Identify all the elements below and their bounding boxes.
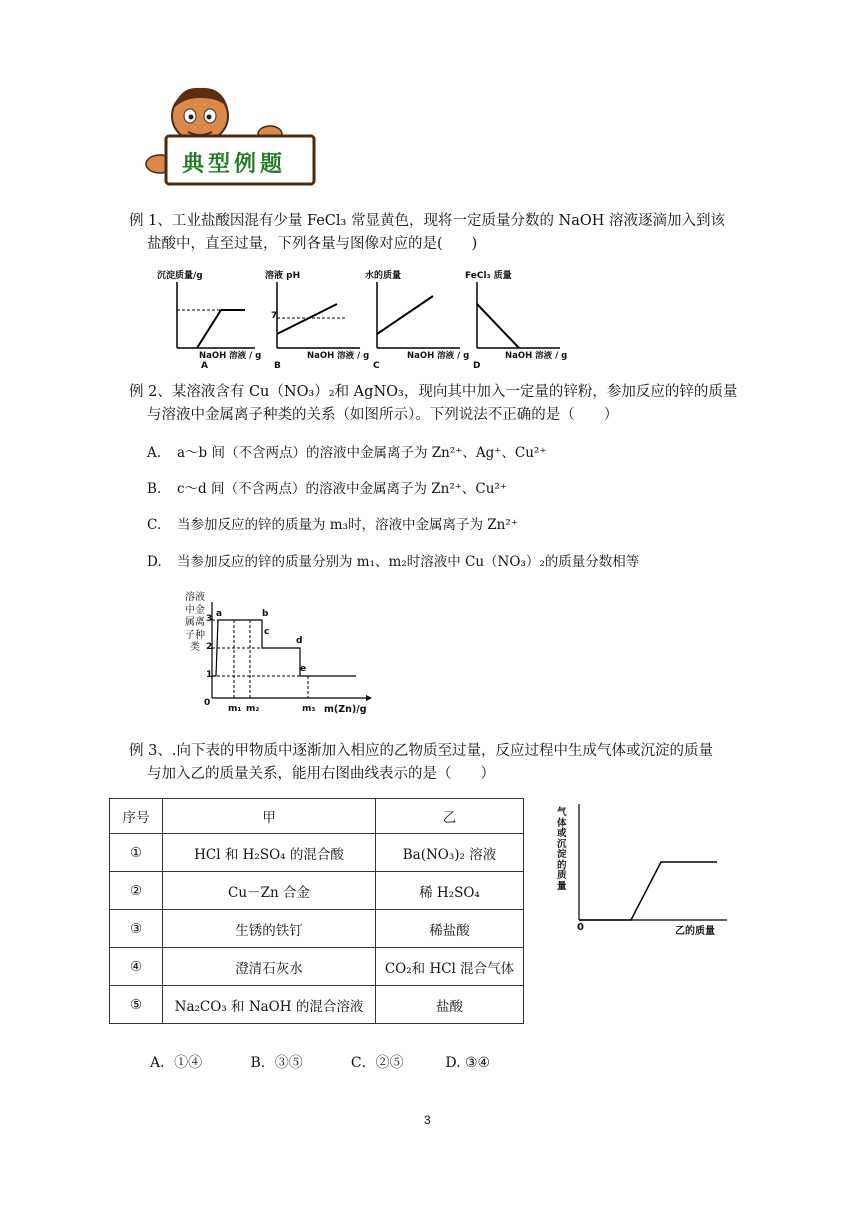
graph-a-ylabel: 沉淀质量/g [157,271,203,281]
graph-c-ylabel: 水的质量 [365,271,402,281]
option-label: D. [147,554,162,570]
q2-point-e: e [300,664,307,674]
banner-title: 典型例题 [182,151,287,177]
table-row [110,910,524,948]
q3-table [109,798,524,1024]
q2-ytick-3: 3 [206,614,213,624]
table-cell: 稀 H₂SO₄ [376,872,524,910]
q2-point-b: b [262,609,269,619]
q2-option-c [147,515,518,535]
table-cell: HCl 和 H₂SO₄ 的混合酸 [163,834,376,872]
table-cell: Cu－Zn 合金 [163,872,376,910]
q3-chart-svg [555,800,735,940]
table-cell: Na₂CO₃ 和 NaOH 的混合溶液 [163,986,376,1024]
graph-a-xlabel: NaOH 溶液 / g [199,351,262,361]
graph-b-tick: 7 [271,311,278,321]
graph-c-xlabel: NaOH 溶液 / g [407,351,470,361]
table-cell: Ba(NO₃)₂ 溶液 [376,834,524,872]
q1-line1: 例 1、工业盐酸因混有少量 FeCl₃ 常显黄色，现将一定质量分数的 NaOH 溶液逐滴加入到该 [129,213,726,229]
graph-a-letter: A [201,361,208,371]
q3-chart-ylabel: 气体或沉淀的质量 [557,807,567,892]
q2-point-a: a [216,609,223,619]
q3-line1: 例 3、.向下表的甲物质中逐渐加入相应的乙物质至过量，反应过程中生成气体或沉淀的质量 [129,743,713,759]
graph-c-letter: C [373,361,380,371]
q3-line2: 与加入乙的质量关系，能用右图曲线表示的是（ ） [147,766,495,782]
table-cell: ② [110,872,163,910]
q2-line2: 与溶液中金属离子种类的关系（如图所示）。下列说法不正确的是（ ） [147,407,619,423]
option-label: C. [147,517,162,533]
q1-graphs [155,268,575,372]
table-cell: 稀盐酸 [376,910,524,948]
ylabel-line: 溶液 [185,592,205,603]
graph-d-xlabel: NaOH 溶液 / g [505,351,568,361]
table-row [110,986,524,1024]
table-cell: ① [110,834,163,872]
table-row [110,948,524,986]
table-cell: 生锈的铁钉 [163,910,376,948]
answer-b: B．③⑤ [250,1055,303,1071]
page-number: 3 [424,1113,431,1127]
answer-d: D. ③④ [445,1055,491,1071]
q2-xtick-m1: m₁ [228,704,242,714]
table-row [110,834,524,872]
graph-d-letter: D [473,361,481,371]
answer-c: C．②⑤ [350,1055,404,1071]
graph-d-ylabel: FeCl₃ 质量 [465,271,512,281]
answer-a: A．①④ [150,1055,203,1071]
table-cell: 澄清石灰水 [163,948,376,986]
graph-b-ylabel: 溶液 pH [265,271,301,281]
table-cell: CO₂和 HCl 混合气体 [376,948,524,986]
table-cell: ③ [110,910,163,948]
option-text: 当参加反应的锌的质量分别为 m₁、m₂时溶液中 Cu（NO₃）₂的质量分数相等 [177,554,640,570]
option-text: 当参加反应的锌的质量为 m₃时，溶液中金属离子为 Zn²⁺ [177,517,518,533]
q2-ytick-2: 2 [206,642,213,652]
q2-option-b [147,479,507,499]
q2-origin: 0 [204,698,211,708]
q2-option-a [147,443,546,463]
q3-answers [150,1052,490,1072]
q3-chart [555,800,735,940]
q2-ytick-1: 1 [206,670,213,680]
q2-chart [180,592,380,720]
ylabel-line: 属离 [185,617,205,628]
q3-chart-origin: 0 [577,922,584,933]
header-cell: 甲 [163,799,376,834]
q2-xtick-m2: m₂ [246,704,260,714]
header-cell: 乙 [376,799,524,834]
ylabel-line: 中金 [185,604,205,616]
q3-chart-xlabel: 乙的质量 [675,926,715,937]
table-cell: ④ [110,948,163,986]
table-cell: 盐酸 [376,986,524,1024]
q1-line2: 盐酸中，直至过量，下列各量与图像对应的是( ) [147,236,478,252]
graph-b-letter: B [274,361,281,371]
q2-option-d [147,552,639,572]
q2-xlabel: m(Zn)/g [324,704,367,715]
graph-b-xlabel: NaOH 溶液 / g [307,351,370,361]
option-text: c～d 间（不含两点）的溶液中金属离子为 Zn²⁺、Cu²⁺ [177,481,507,497]
option-text: a～b 间（不含两点）的溶液中金属离子为 Zn²⁺、Ag⁺、Cu²⁺ [177,445,547,461]
ylabel-line: 子种 [185,629,205,641]
table-cell: ⑤ [110,986,163,1024]
table-header-row [110,799,524,834]
q2-point-c: c [264,627,270,637]
option-label: A. [147,445,162,461]
q2-line1: 例 2、某溶液含有 Cu（NO₃）₂和 AgNO₃，现向其中加入一定量的锌粉，参加反应的锌的质量 [129,384,738,400]
option-label: B. [147,481,162,497]
q2-xtick-m3: m₃ [302,704,316,714]
header-cell: 序号 [110,799,163,834]
q2-point-d: d [296,636,303,646]
table-row [110,872,524,910]
ylabel-line: 类 [190,642,200,653]
